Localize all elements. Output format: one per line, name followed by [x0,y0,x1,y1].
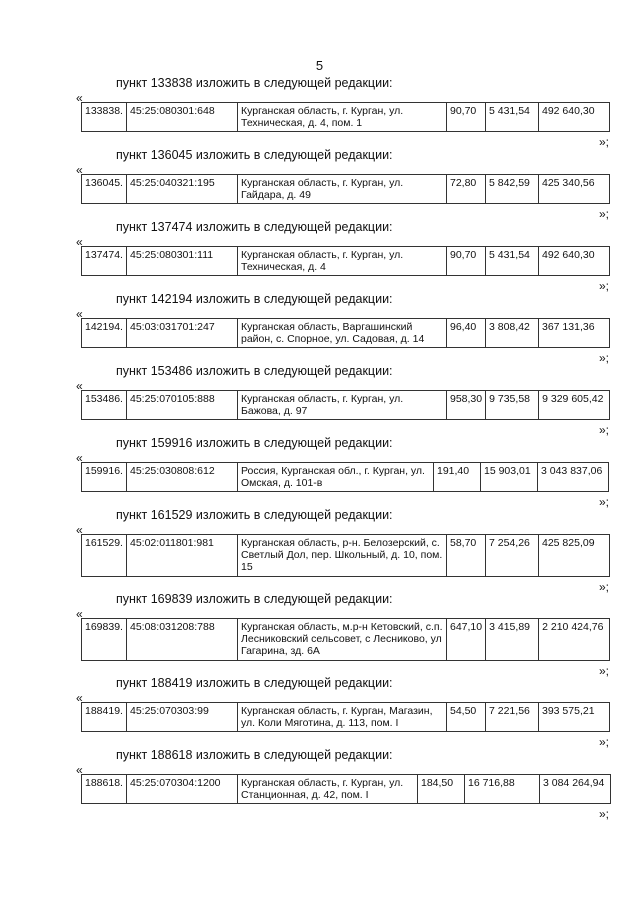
cadastral-number-cell: 45:25:070304:1200 [127,775,238,804]
cadastral-number-cell: 45:25:030808:612 [127,463,238,492]
close-quote: »; [598,495,609,509]
table-row [82,319,610,348]
item-number-cell: 188419. [82,703,127,732]
open-quote: « [76,307,83,321]
area-cell: 647,10 [447,619,486,661]
area-cell: 184,50 [418,775,465,804]
close-quote: »; [598,664,609,678]
item-heading: пункт 136045 изложить в следующей редакции: [116,148,393,162]
item-number-cell: 136045. [82,175,127,204]
item-heading: пункт 137474 изложить в следующей редакции: [116,220,393,234]
open-quote: « [76,91,83,105]
value-cell: 425 825,09 [539,535,610,577]
value-cell: 492 640,30 [539,247,610,276]
close-quote: »; [598,207,609,221]
item-table [81,390,610,420]
rate-cell: 7 221,56 [486,703,539,732]
area-cell: 191,40 [434,463,481,492]
item-number-cell: 142194. [82,319,127,348]
address-cell: Курганская область, г. Курган, Магазин, ул. Коли Мяготина, д. 113, пом. I [238,703,447,732]
address-cell: Курганская область, г. Курган, ул. Техническая, д. 4 [238,247,447,276]
table-row [82,535,610,577]
rate-cell: 5 842,59 [486,175,539,204]
table-row [82,775,611,804]
area-cell: 90,70 [447,103,486,132]
rate-cell: 15 903,01 [481,463,538,492]
item-table [81,618,610,661]
address-cell: Россия, Курганская обл., г. Курган, ул. Омская, д. 101-в [238,463,434,492]
table-row [82,247,610,276]
cadastral-number-cell: 45:02:011801:981 [127,535,238,577]
item-heading: пункт 159916 изложить в следующей редакции: [116,436,393,450]
item-heading: пункт 188618 изложить в следующей редакции: [116,748,393,762]
item-number-cell: 169839. [82,619,127,661]
open-quote: « [76,235,83,249]
address-cell: Курганская область, м.р-н Кетовский, с.п. Лесниковский сельсовет, с Лесниково, ул Гагарина, зд. 6А [238,619,447,661]
open-quote: « [76,607,83,621]
value-cell: 492 640,30 [539,103,610,132]
item-table [81,246,610,276]
rate-cell: 3 415,89 [486,619,539,661]
open-quote: « [76,379,83,393]
value-cell: 3 084 264,94 [540,775,611,804]
item-heading: пункт 142194 изложить в следующей редакции: [116,292,393,306]
item-number-cell: 153486. [82,391,127,420]
cadastral-number-cell: 45:25:070105:888 [127,391,238,420]
item-table [81,102,610,132]
close-quote: »; [598,580,609,594]
open-quote: « [76,763,83,777]
item-table [81,462,609,492]
cadastral-number-cell: 45:08:031208:788 [127,619,238,661]
table-row [82,619,610,661]
cadastral-number-cell: 45:25:080301:648 [127,103,238,132]
table-row [82,463,609,492]
item-heading: пункт 153486 изложить в следующей редакции: [116,364,393,378]
area-cell: 58,70 [447,535,486,577]
address-cell: Курганская область, Варгашинский район, с. Спорное, ул. Садовая, д. 14 [238,319,447,348]
rate-cell: 16 716,88 [465,775,540,804]
address-cell: Курганская область, г. Курган, ул. Гайдара, д. 49 [238,175,447,204]
value-cell: 425 340,56 [539,175,610,204]
table-row [82,391,610,420]
table-row [82,103,610,132]
address-cell: Курганская область, г. Курган, ул. Станционная, д. 42, пом. I [238,775,418,804]
table-row [82,175,610,204]
item-heading: пункт 188419 изложить в следующей редакции: [116,676,393,690]
value-cell: 2 210 424,76 [539,619,610,661]
close-quote: »; [598,735,609,749]
rate-cell: 7 254,26 [486,535,539,577]
rate-cell: 3 808,42 [486,319,539,348]
address-cell: Курганская область, р-н. Белозерский, с. Светлый Дол, пер. Школьный, д. 10, пом. 15 [238,535,447,577]
cadastral-number-cell: 45:03:031701:247 [127,319,238,348]
item-table [81,702,610,732]
item-heading: пункт 161529 изложить в следующей редакции: [116,508,393,522]
item-table [81,318,610,348]
area-cell: 54,50 [447,703,486,732]
rate-cell: 9 735,58 [486,391,539,420]
open-quote: « [76,691,83,705]
open-quote: « [76,523,83,537]
area-cell: 958,30 [447,391,486,420]
area-cell: 72,80 [447,175,486,204]
value-cell: 393 575,21 [539,703,610,732]
item-number-cell: 137474. [82,247,127,276]
value-cell: 367 131,36 [539,319,610,348]
page-number: 5 [315,58,324,73]
item-heading: пункт 169839 изложить в следующей редакции: [116,592,393,606]
cadastral-number-cell: 45:25:040321:195 [127,175,238,204]
area-cell: 96,40 [447,319,486,348]
close-quote: »; [598,807,609,821]
rate-cell: 5 431,54 [486,247,539,276]
item-table [81,534,610,577]
item-number-cell: 188618. [82,775,127,804]
area-cell: 90,70 [447,247,486,276]
open-quote: « [76,451,83,465]
value-cell: 3 043 837,06 [538,463,609,492]
close-quote: »; [598,279,609,293]
close-quote: »; [598,423,609,437]
item-number-cell: 159916. [82,463,127,492]
item-table [81,774,611,804]
address-cell: Курганская область, г. Курган, ул. Техническая, д. 4, пом. 1 [238,103,447,132]
item-table [81,174,610,204]
table-row [82,703,610,732]
cadastral-number-cell: 45:25:080301:111 [127,247,238,276]
close-quote: »; [598,351,609,365]
value-cell: 9 329 605,42 [539,391,610,420]
item-number-cell: 133838. [82,103,127,132]
open-quote: « [76,163,83,177]
rate-cell: 5 431,54 [486,103,539,132]
address-cell: Курганская область, г. Курган, ул. Бажова, д. 97 [238,391,447,420]
item-number-cell: 161529. [82,535,127,577]
close-quote: »; [598,135,609,149]
cadastral-number-cell: 45:25:070303:99 [127,703,238,732]
item-heading: пункт 133838 изложить в следующей редакции: [116,76,393,90]
